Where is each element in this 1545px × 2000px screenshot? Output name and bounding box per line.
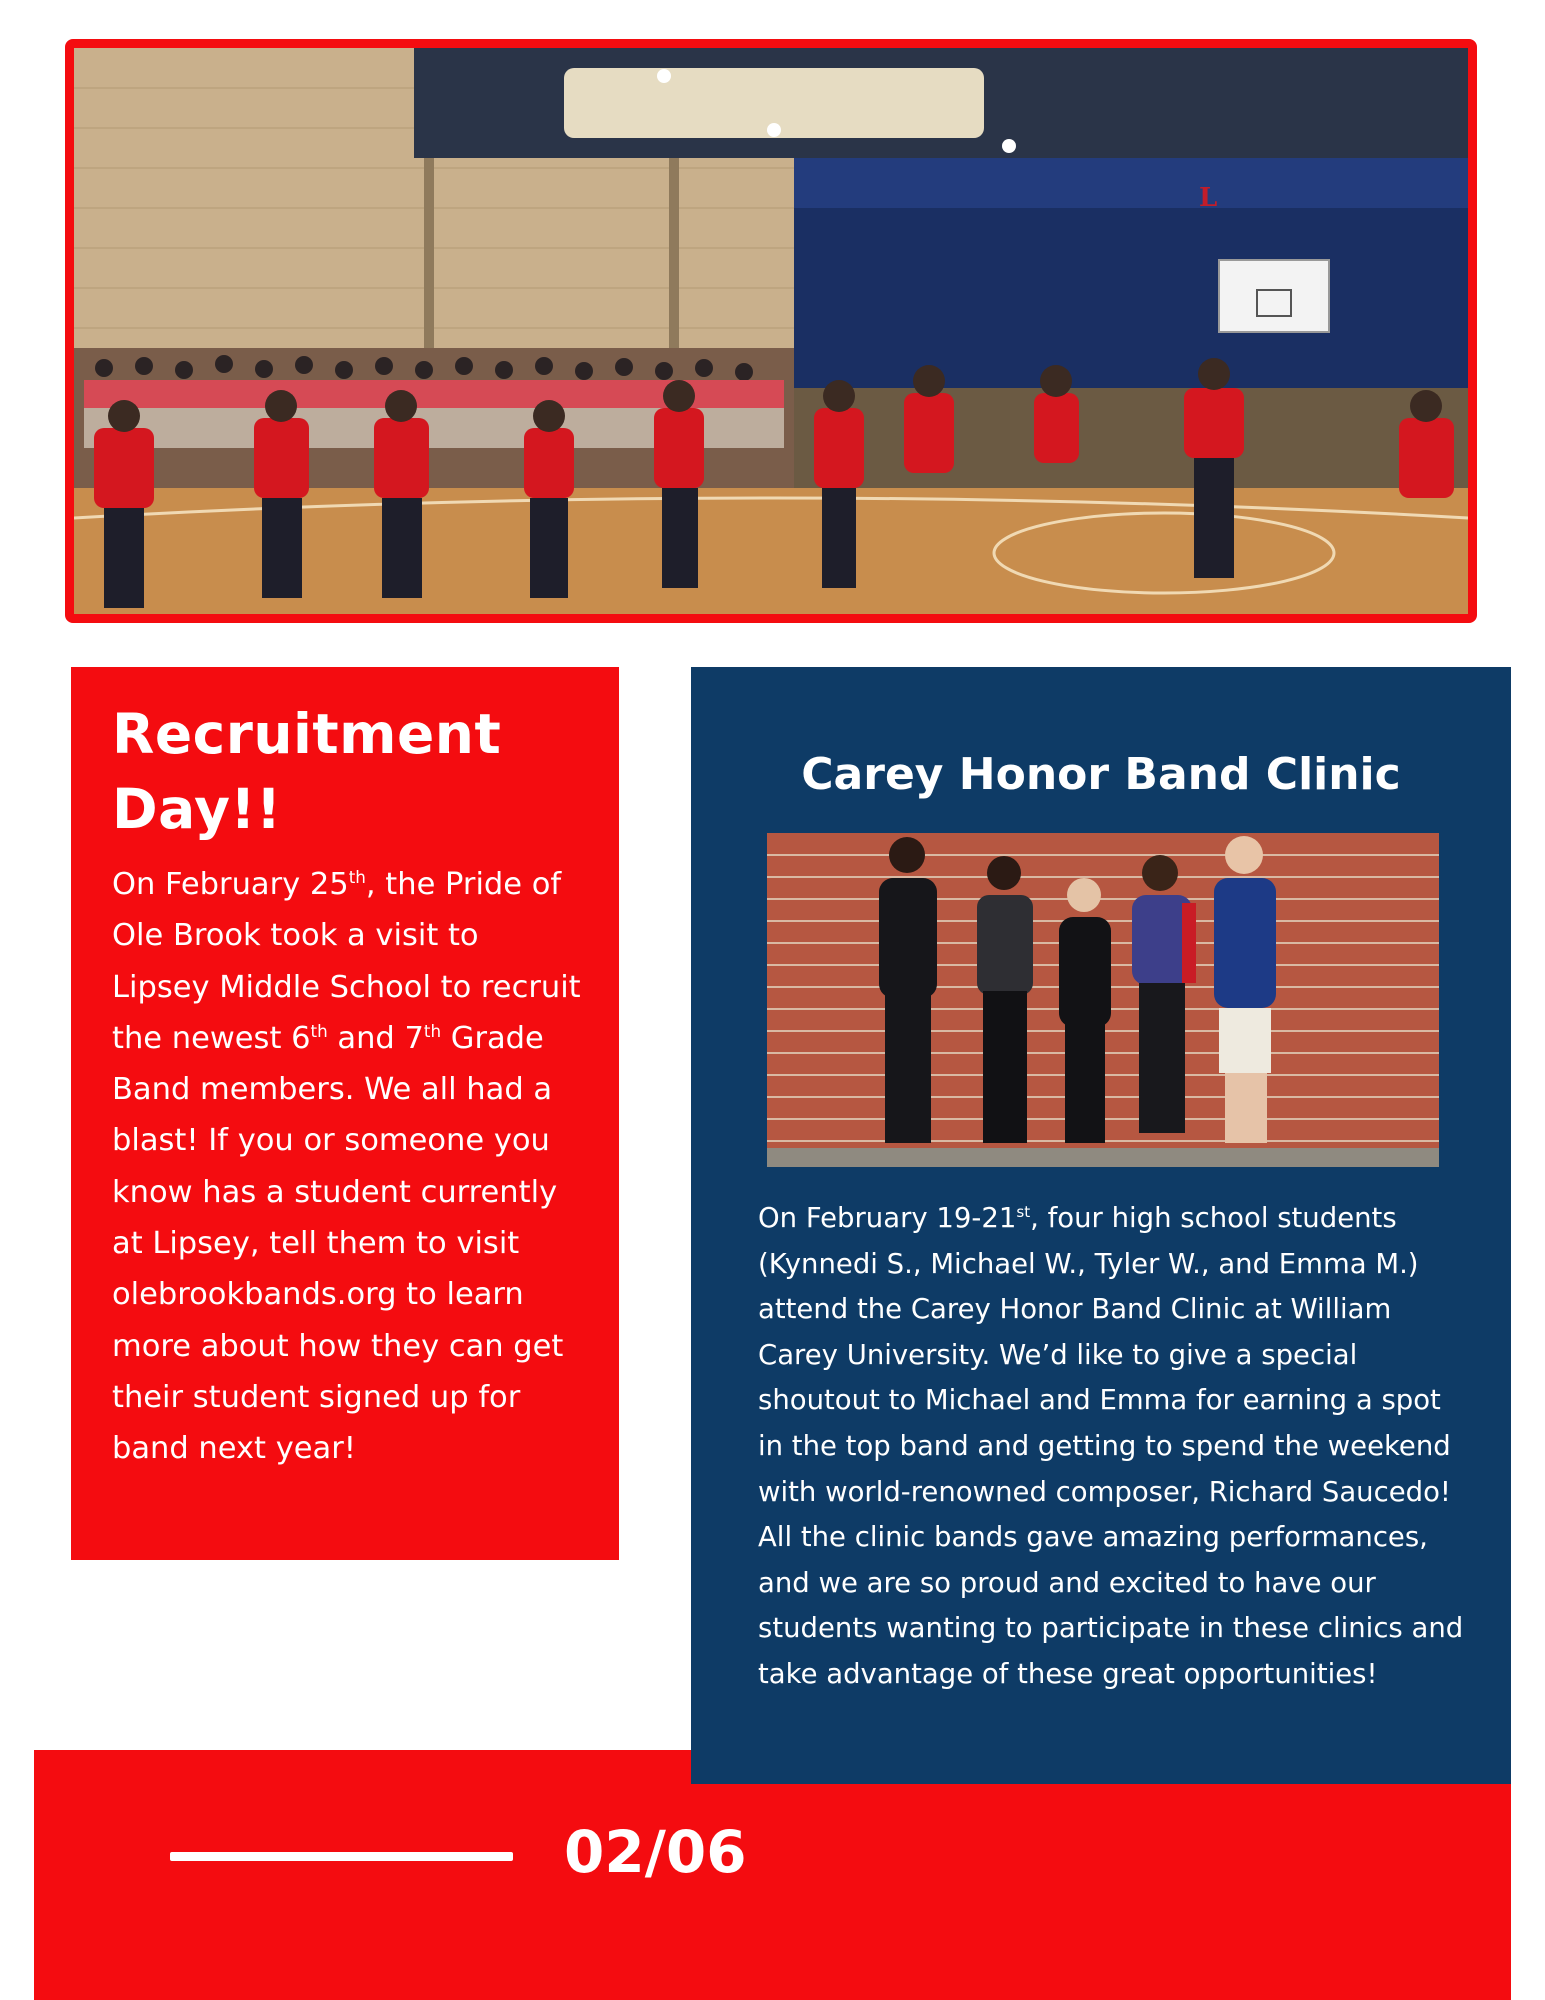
clinic-body: On February 19-21st, four high school students (Kynnedi S., Michael W., Tyler W., and Emma M.) attend the Carey Honor Band Clinic at William Carey University. We’d like to give a special shoutout to Michael and Emma for earning a spot in the top band and getting to spend the weekend with world-renowned composer, Richard Saucedo! All the clinic bands gave amazing performances, and we are so proud and excited to have our students wanting to participate in these clinics and take advantage of these great opportunities! [758,1202,1464,1690]
gym-scene-image [74,48,1468,614]
clinic-title: Carey Honor Band Clinic [801,749,1401,800]
recruitment-title-line2: Day!! [112,777,282,841]
recruitment-title-line1: Recruitment [112,702,502,766]
group-photo-image [767,833,1439,1167]
stage-letter: L [1199,183,1218,213]
hero-photo [65,39,1477,623]
recruitment-panel [71,667,619,1560]
group-photo [767,833,1439,1167]
clinic-panel [691,667,1511,1784]
recruitment-body: On February 25th, the Pride of Ole Brook took a visit to Lipsey Middle School to recruit the newest 6th and 7th Grade Band members. We all had a blast! If you or someone you know has a student currently at Lipsey, tell them to visit olebrookbands.org to learn more about how they can get their student signed up for band next year! [112,866,581,1467]
footer-divider [170,1852,513,1861]
page-number: 02/06 [564,1818,747,1886]
recruitment-title [112,697,581,847]
footer-band [34,1750,1511,2000]
